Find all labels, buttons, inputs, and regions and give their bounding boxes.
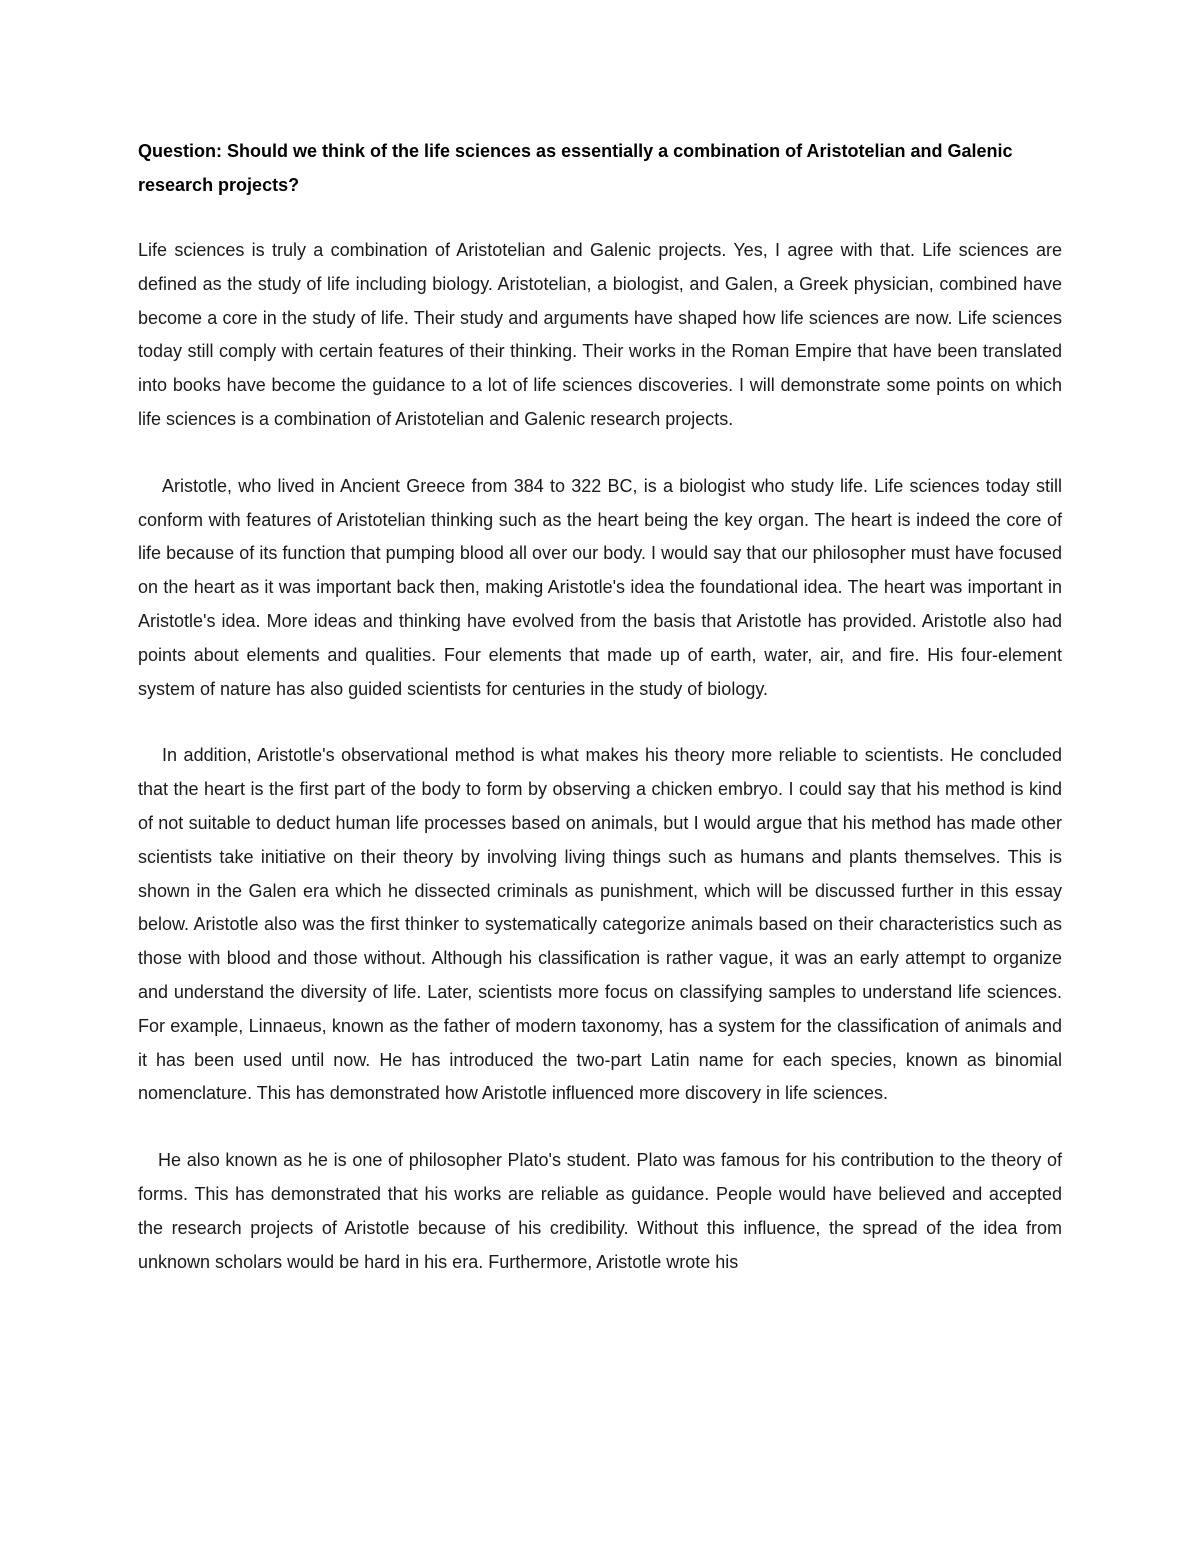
question-heading: Question: Should we think of the life sciences as essentially a combination of Aristotelian and Galenic research projects? xyxy=(138,141,1013,195)
paragraph-intro: Life sciences is truly a combination of Aristotelian and Galenic projects. Yes, I agree with that. Life sciences are defined as the study of life including biology. Aristotelian, a biologist, and Galen, a Greek physician, combined have become a core in the study of life. Their study and arguments have shaped how life sciences are now. Life sciences today still comply with certain features of their thinking. Their works in the Roman Empire that have been translated into books have become the guidance to a lot of life sciences discoveries. I will demonstrate some points on which life sciences is a combination of Aristotelian and Galenic research projects. xyxy=(138,240,1062,429)
paragraph-aristotle-heart: Aristotle, who lived in Ancient Greece from 384 to 322 BC, is a biologist who study life. Life sciences today still conform with features of Aristotelian thinking such as the heart being the key organ. The heart is indeed the core of life because of its function that pumping blood all over our body. I would say that our philosopher must have focused on the heart as it was important back then, making Aristotle's idea the foundational idea. The heart was important in Aristotle's idea. More ideas and thinking have evolved from the basis that Aristotle has provided. Aristotle also had points about elements and qualities. Four elements that made up of earth, water, air, and fire. His four-element system of nature has also guided scientists for centuries in the study of biology. xyxy=(138,475,1062,699)
paragraph-observational-method: In addition, Aristotle's observational method is what makes his theory more reliable to scientists. He concluded that the heart is the first part of the body to form by observing a chicken embryo. I could say that his method is kind of not suitable to deduct human life processes based on animals, but I would argue that his method has made other scientists take initiative on their theory by involving living things such as humans and plants themselves. This is shown in the Galen era which he dissected criminals as punishment, which will be discussed further in this essay below. Aristotle also was the first thinker to systematically categorize animals based on their characteristics such as those with blood and those without. Although his classification is rather vague, it was an early attempt to organize and understand the diversity of life. Later, scientists more focus on classifying samples to understand life sciences. For example, Linnaeus, known as the father of modern taxonomy, has a system for the classification of animals and it has been used until now. He has introduced the two-part Latin name for each species, known as binomial nomenclature. This has demonstrated how Aristotle influenced more discovery in life sciences. xyxy=(138,745,1062,1104)
paragraph-plato-student: He also known as he is one of philosopher Plato's student. Plato was famous for his contribution to the theory of forms. This has demonstrated that his works are reliable as guidance. People would have believed and accepted the research projects of Aristotle because of his credibility. Without this influence, the spread of the idea from unknown scholars would be hard in his era. Furthermore, Aristotle wrote his xyxy=(138,1150,1062,1272)
